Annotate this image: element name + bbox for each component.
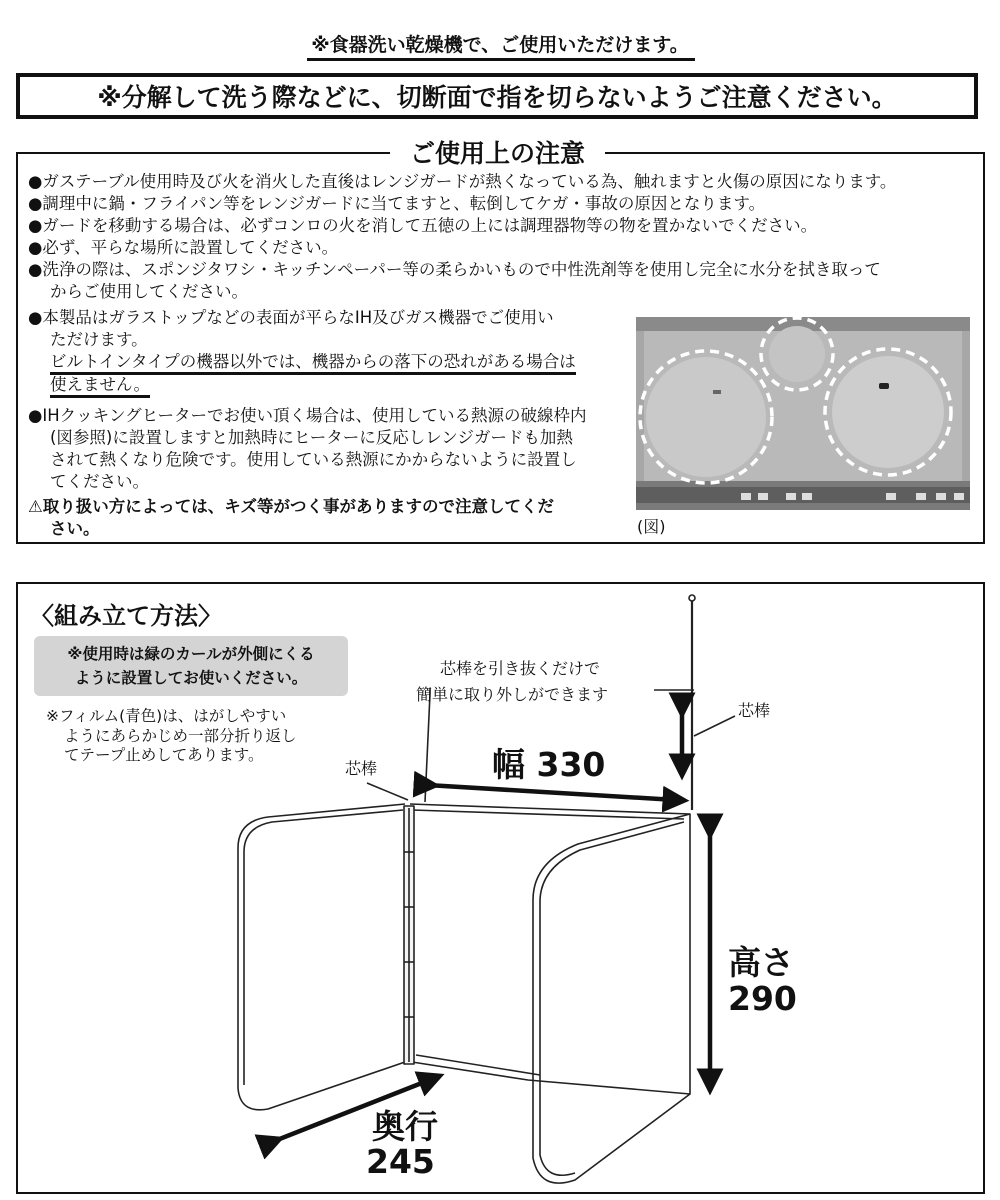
caution-line: ●洗浄の際は、スポンジタワシ・キッチンペーパー等の柔らかいもので中性洗剤等を使用し完全に水分を拭き取って (28, 260, 881, 279)
left-panel (238, 804, 405, 1110)
ih-note-underlined-wrap (50, 351, 576, 373)
depth-dimension: 奥行 (372, 1107, 438, 1146)
caution-line: ●ガステーブル使用時及び火を消火した直後はレンジガードが熱くなっている為、触れますと火傷の原因になります。 (28, 172, 897, 191)
film-note-line: ようにあらかじめ一部分折り返し (64, 727, 297, 745)
ih-cooktop-photo (636, 317, 970, 510)
ih-note-underlined: ビルトインタイプの機器以外では、機器からの落下の恐れがある場合は (50, 352, 576, 375)
ih-note-underlined: 使えません。 (50, 375, 150, 398)
heater-note-line: (図参照)に設置しますと加熱時にヒーターに反応しレンジガードも加熱 (50, 428, 573, 447)
curl-note-line: ように設置してお使いください。 (74, 669, 308, 687)
height-dimension: 高さ (728, 943, 794, 982)
scratch-warning-cont: さい。 (50, 519, 100, 538)
ih-note-line: ただけます。 (50, 330, 148, 349)
core-rod-label: 芯棒 (738, 701, 771, 720)
heater-note-line: てください。 (50, 472, 149, 491)
caution-title: ご使用上の注意 (390, 136, 605, 172)
caution-line: ●ガードを移動する場合は、必ずコンロの火を消して五徳の上には調理器物等の物を置かないでください。 (28, 216, 818, 235)
depth-dimension-value: 245 (366, 1142, 435, 1181)
curl-note-line: ※使用時は緑のカールが外側にくる (67, 645, 315, 663)
dishwasher-note: ※食器洗い乾燥機で、ご使用いただけます。 (311, 34, 689, 56)
scratch-warning-text: 取り扱い方によっては、キズ等がつく事がありますので注意してくだ (42, 497, 554, 516)
core-rod-label: 芯棒 (345, 759, 378, 778)
photo-caption: (図) (637, 517, 666, 536)
caution-line: ●調理中に鍋・フライパン等をレンジガードに当てますと、転倒してケガ・事故の原因となります。 (28, 194, 766, 213)
width-dimension: 幅 330 (492, 745, 606, 784)
heater-note-line: されて熱くなり危険です。使用している熱源にかからないように設置し (50, 450, 577, 469)
width-arrow (427, 785, 676, 800)
ih-note-line: ●本製品はガラストップなどの表面が平らなIH及びガス機器でご使用い (28, 308, 554, 327)
cut-warning-box (16, 73, 978, 119)
caution-line: からご使用してください。 (50, 282, 248, 301)
scratch-warning (28, 496, 554, 518)
heater-note-line: ●IHクッキングヒーターでお使い頂く場合は、使用している熱源の破線枠内 (28, 406, 587, 425)
film-note-line: ※フィルム(青色)は、はがしやすい (46, 707, 287, 725)
dishwasher-note-underline (307, 58, 695, 61)
rod-removal-note: 簡単に取り外しができます (416, 685, 609, 704)
ih-note-underlined-wrap (50, 374, 150, 396)
cut-warning-text: ※分解して洗う際などに、切断面で指を切らないようご注意ください。 (97, 83, 897, 112)
center-panel (410, 804, 690, 1094)
film-note-line: てテープ止めしてあります。 (64, 746, 264, 764)
height-dimension-value: 290 (728, 979, 797, 1018)
right-panel (533, 814, 690, 1183)
assembly-title: 〈組み立て方法〉 (30, 602, 222, 630)
caution-line: ●必ず、平らな場所に設置してください。 (28, 238, 339, 257)
rod-removal-note: 芯棒を引き抜くだけで (440, 659, 601, 678)
warning-triangle-icon: ⚠ (28, 497, 43, 516)
